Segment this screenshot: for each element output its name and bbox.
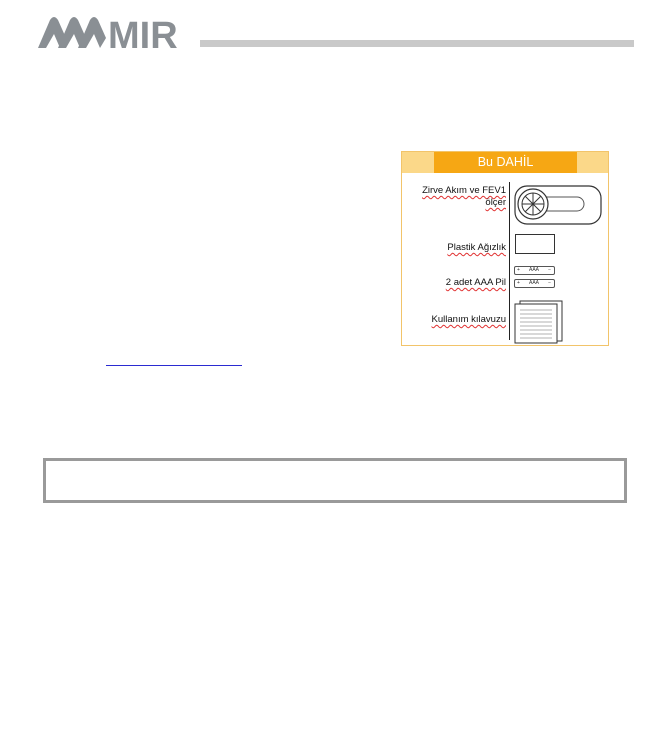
- column-divider: [509, 182, 510, 340]
- included-items-box: [401, 151, 609, 346]
- item-label-peak-flow: Zirve Akım ve FEV1 ölçer: [422, 185, 506, 208]
- included-box-title: Bu DAHİL: [434, 152, 577, 173]
- battery-icon: + AAA −: [514, 266, 555, 275]
- mouthpiece-icon: [515, 234, 555, 254]
- item-label-batteries: 2 adet AAA Pil: [445, 277, 506, 288]
- mir-logo: [36, 14, 206, 50]
- header-rule: [200, 40, 634, 47]
- hyperlink-underline[interactable]: [106, 365, 242, 366]
- note-box: [43, 458, 627, 503]
- manual-icon: [514, 300, 564, 344]
- item-label-mouthpiece: Plastik Ağızlık: [447, 242, 506, 253]
- logo-text: MIR: [108, 15, 178, 50]
- included-box-header: [402, 152, 608, 173]
- peak-flow-meter-icon: [514, 185, 602, 225]
- item-label-manual: Kullanım kılavuzu: [431, 314, 506, 325]
- battery-icon: + AAA −: [514, 279, 555, 288]
